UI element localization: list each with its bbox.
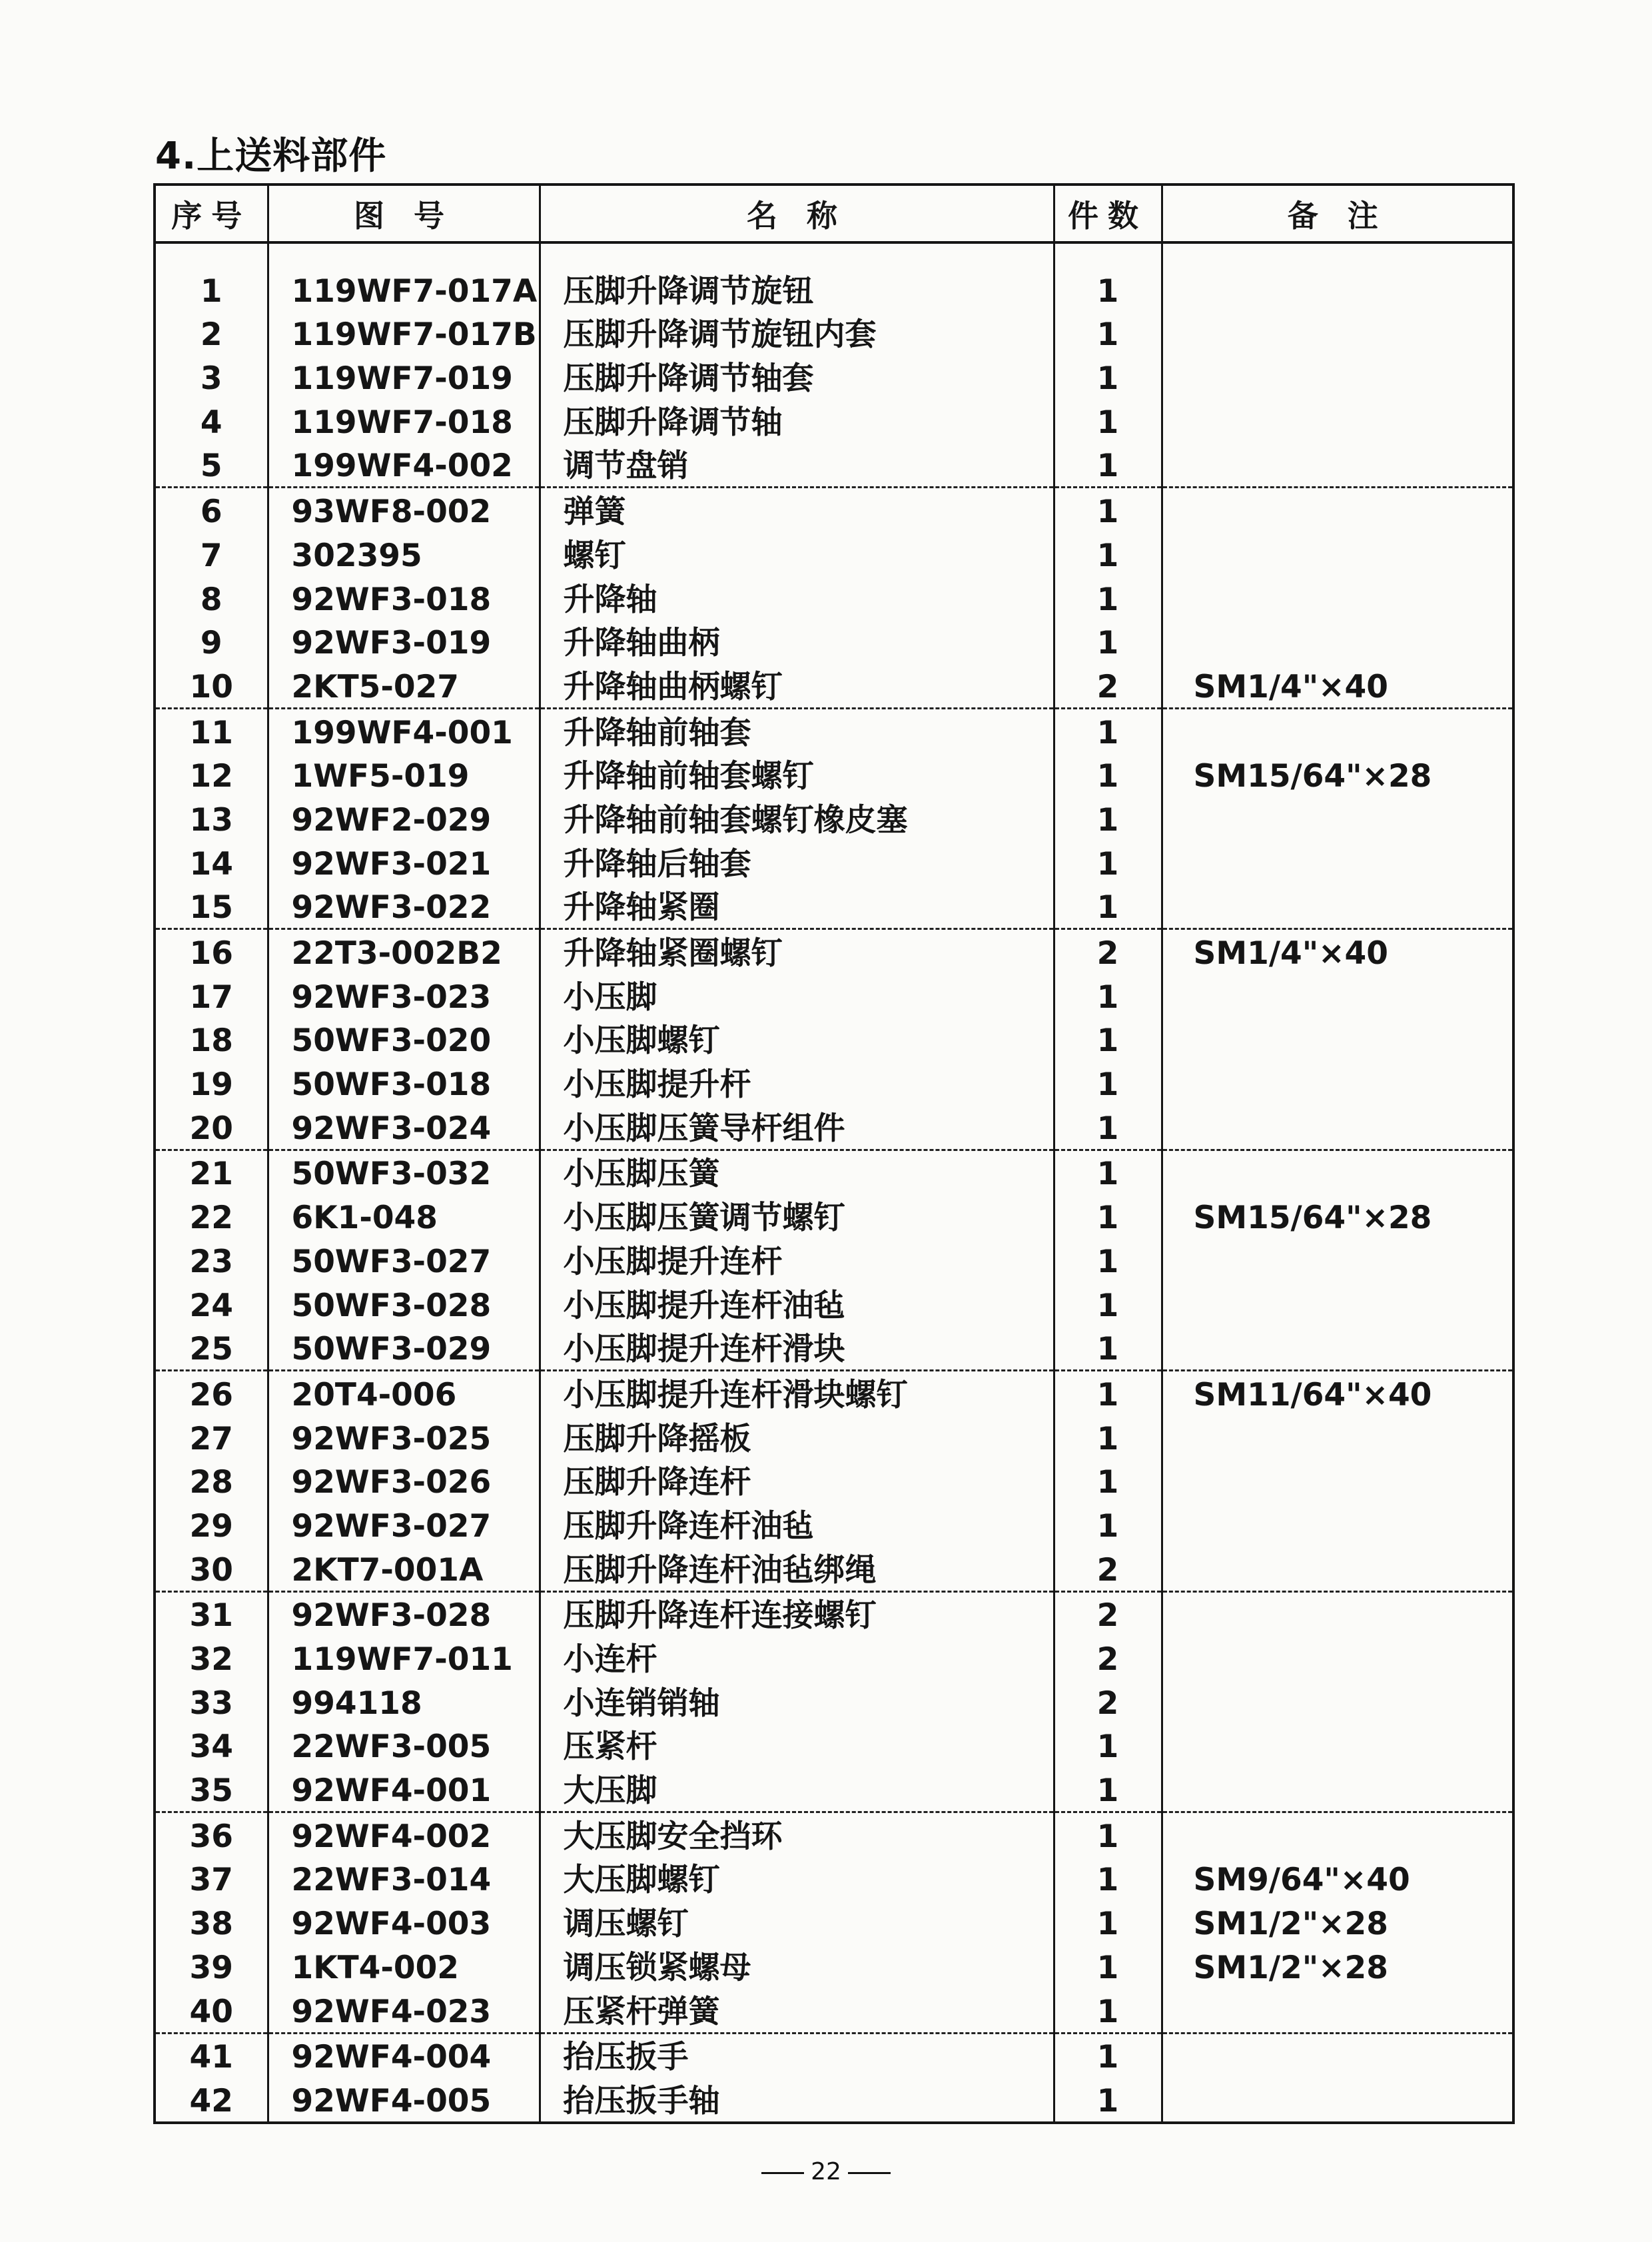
row-serial-no: 38 [189, 1906, 233, 1943]
table-row [155, 1503, 1513, 1547]
row-quantity: 2 [1054, 1636, 1162, 1680]
row-remarks [1162, 620, 1513, 664]
table-row [155, 1767, 1513, 1812]
row-quantity: 1 [1054, 355, 1162, 399]
row-serial-no: 25 [155, 1326, 268, 1371]
row-part-number: 119WF7-011 [268, 1636, 540, 1680]
row-remarks [1162, 1988, 1513, 2033]
row-part-number: 92WF3-018 [268, 576, 540, 620]
row-remarks [1162, 1150, 1513, 1194]
row-remarks [1162, 1591, 1513, 1636]
table-row [155, 1194, 1513, 1238]
page-number-dash-right [848, 2172, 891, 2174]
row-part-number: 92WF2-029 [268, 797, 540, 841]
row-part-name: 调压锁紧螺母 [540, 1944, 1054, 1988]
row-remarks [1162, 841, 1513, 885]
table-row [155, 974, 1513, 1018]
row-quantity: 1 [1054, 1812, 1162, 1857]
table-row [155, 1944, 1513, 1988]
row-part-name: 压脚升降调节轴套 [540, 355, 1054, 399]
row-part-name: 小压脚提升连杆滑块 [540, 1326, 1054, 1371]
table-row [155, 1724, 1513, 1768]
row-part-number: 1KT4-002 [268, 1944, 540, 1988]
row-part-number: 302395 [268, 532, 540, 576]
row-remarks [1162, 1503, 1513, 1547]
table-row [155, 841, 1513, 885]
row-quantity: 1 [1054, 1150, 1162, 1194]
row-part-number: 6K1-048 [268, 1194, 540, 1238]
row-remarks [1162, 355, 1513, 399]
row-quantity: 1 [1054, 1018, 1162, 1062]
row-remarks [1162, 312, 1513, 356]
row-part-name: 升降轴 [540, 576, 1054, 620]
row-remarks [1162, 1767, 1513, 1812]
row-quantity: 1 [1054, 1724, 1162, 1768]
row-remarks [1162, 1105, 1513, 1150]
row-part-name: 大压脚螺钉 [540, 1857, 1054, 1901]
row-quantity: 1 [1054, 1900, 1162, 1944]
row-part-name: 压脚升降调节轴 [540, 399, 1054, 443]
row-quantity: 1 [1054, 1282, 1162, 1326]
page-number [0, 2158, 1652, 2185]
row-serial-no: 21 [189, 1156, 233, 1193]
row-serial-no: 23 [189, 1243, 233, 1280]
row-part-number: 119WF7-018 [268, 399, 540, 443]
table-row [155, 312, 1513, 356]
row-quantity: 2 [1054, 1547, 1162, 1591]
row-quantity: 1 [1054, 1326, 1162, 1371]
row-part-number: 92WF4-003 [268, 1900, 540, 1944]
row-quantity: 2 [1054, 1591, 1162, 1636]
row-serial-no: 1 [200, 272, 222, 310]
row-remarks [1162, 974, 1513, 1018]
row-part-name: 升降轴后轴套 [540, 841, 1054, 885]
row-serial-no: 19 [189, 1066, 233, 1104]
row-quantity: 1 [1054, 1105, 1162, 1150]
row-quantity: 2 [1054, 1680, 1162, 1724]
row-remarks [1162, 1061, 1513, 1105]
header-remarks: 备 注 [1162, 185, 1513, 242]
row-remarks: SM1/4"×40 [1162, 663, 1513, 708]
row-part-name: 升降轴前轴套 [540, 708, 1054, 753]
row-part-number: 92WF3-026 [268, 1459, 540, 1503]
table-row [155, 1636, 1513, 1680]
row-part-name: 压紧杆 [540, 1724, 1054, 1768]
row-part-name: 大压脚 [540, 1767, 1054, 1812]
table-row [155, 268, 1513, 312]
table-row [155, 1415, 1513, 1459]
table-row [155, 488, 1513, 532]
row-serial-no: 34 [189, 1728, 233, 1766]
row-part-number: 119WF7-017A [268, 268, 540, 312]
row-serial-no: 15 [155, 885, 268, 929]
header-part-number: 图 号 [268, 185, 540, 242]
row-serial-no: 11 [189, 714, 233, 751]
row-part-name: 小压脚压簧 [540, 1150, 1054, 1194]
row-part-number: 92WF3-024 [268, 1105, 540, 1150]
row-part-name: 升降轴紧圈螺钉 [540, 929, 1054, 974]
row-part-number: 92WF4-002 [268, 1812, 540, 1857]
row-part-name: 升降轴曲柄螺钉 [540, 663, 1054, 708]
row-remarks [1162, 1680, 1513, 1724]
row-part-number: 92WF4-005 [268, 2077, 540, 2123]
row-quantity: 1 [1054, 1371, 1162, 1415]
row-part-number: 199WF4-002 [268, 443, 540, 488]
row-remarks [1162, 1415, 1513, 1459]
row-serial-no: 33 [189, 1684, 233, 1722]
row-part-number: 92WF3-019 [268, 620, 540, 664]
row-part-name: 小压脚螺钉 [540, 1018, 1054, 1062]
row-serial-no: 5 [155, 443, 268, 488]
row-part-number: 92WF3-022 [268, 885, 540, 929]
row-quantity: 1 [1054, 1194, 1162, 1238]
row-serial-no: 35 [155, 1767, 268, 1812]
table-row [155, 797, 1513, 841]
row-part-number: 22T3-002B2 [268, 929, 540, 974]
row-remarks: SM1/4"×40 [1162, 929, 1513, 974]
row-part-number: 50WF3-020 [268, 1018, 540, 1062]
row-part-number: 2KT7-001A [268, 1547, 540, 1591]
row-serial-no: 27 [189, 1420, 233, 1457]
row-quantity: 1 [1054, 620, 1162, 664]
row-remarks [1162, 1812, 1513, 1857]
row-quantity: 1 [1054, 1767, 1162, 1812]
row-remarks [1162, 1547, 1513, 1591]
table-row [155, 1150, 1513, 1194]
row-part-number: 92WF3-028 [268, 1591, 540, 1636]
row-serial-no: 40 [155, 1988, 268, 2033]
table-row [155, 663, 1513, 708]
row-remarks: SM15/64"×28 [1162, 753, 1513, 797]
row-remarks [1162, 268, 1513, 312]
row-part-number: 2KT5-027 [268, 663, 540, 708]
row-serial-no: 41 [189, 2039, 233, 2076]
row-serial-no: 2 [200, 316, 222, 354]
row-serial-no: 17 [189, 978, 233, 1016]
row-part-number: 119WF7-017B [268, 312, 540, 356]
row-part-name: 压脚升降连杆连接螺钉 [540, 1591, 1054, 1636]
row-serial-no: 6 [200, 494, 222, 531]
table-row [155, 1105, 1513, 1150]
row-part-name: 升降轴紧圈 [540, 885, 1054, 929]
row-serial-no: 29 [189, 1507, 233, 1545]
row-serial-no: 36 [189, 1818, 233, 1855]
row-quantity: 2 [1054, 929, 1162, 974]
table-row [155, 532, 1513, 576]
row-serial-no: 24 [189, 1287, 233, 1324]
row-remarks [1162, 1636, 1513, 1680]
row-remarks: SM1/2"×28 [1162, 1944, 1513, 1988]
table-row [155, 753, 1513, 797]
row-quantity: 1 [1054, 753, 1162, 797]
row-part-name: 压紧杆弹簧 [540, 1988, 1054, 2033]
row-remarks [1162, 2077, 1513, 2123]
row-quantity: 1 [1054, 1061, 1162, 1105]
page-number-dash-left [761, 2172, 804, 2174]
row-part-name: 压脚升降摇板 [540, 1415, 1054, 1459]
row-quantity: 1 [1054, 1459, 1162, 1503]
table-row [155, 1061, 1513, 1105]
row-remarks [1162, 488, 1513, 532]
row-part-number: 1WF5-019 [268, 753, 540, 797]
row-quantity: 2 [1054, 663, 1162, 708]
row-quantity: 1 [1054, 1857, 1162, 1901]
row-quantity: 1 [1054, 1238, 1162, 1282]
row-part-number: 22WF3-014 [268, 1857, 540, 1901]
row-part-number: 92WF4-001 [268, 1767, 540, 1812]
header-serial-no: 序号 [155, 185, 268, 242]
table-row [155, 929, 1513, 974]
row-quantity: 1 [1054, 488, 1162, 532]
row-remarks [1162, 1018, 1513, 1062]
row-remarks [1162, 576, 1513, 620]
row-remarks [1162, 443, 1513, 488]
row-remarks [1162, 708, 1513, 753]
row-remarks [1162, 1724, 1513, 1768]
row-part-name: 调节盘销 [540, 443, 1054, 488]
table-row [155, 1900, 1513, 1944]
row-part-name: 升降轴前轴套螺钉 [540, 753, 1054, 797]
row-part-number: 92WF3-027 [268, 1503, 540, 1547]
row-part-name: 小连销销轴 [540, 1680, 1054, 1724]
row-part-name: 小压脚提升连杆 [540, 1238, 1054, 1282]
row-serial-no: 4 [200, 404, 222, 441]
table-row [155, 1547, 1513, 1591]
row-remarks: SM15/64"×28 [1162, 1194, 1513, 1238]
row-serial-no: 39 [189, 1949, 233, 1986]
row-quantity: 1 [1054, 576, 1162, 620]
row-part-name: 升降轴前轴套螺钉橡皮塞 [540, 797, 1054, 841]
row-part-number: 199WF4-001 [268, 708, 540, 753]
row-quantity: 1 [1054, 797, 1162, 841]
row-part-number: 50WF3-029 [268, 1326, 540, 1371]
row-quantity: 1 [1054, 1503, 1162, 1547]
table-row [155, 1282, 1513, 1326]
table-row [155, 1459, 1513, 1503]
table-row [155, 885, 1513, 929]
row-serial-no: 16 [189, 935, 233, 972]
row-serial-no: 10 [155, 663, 268, 708]
table-row [155, 1680, 1513, 1724]
row-part-name: 小压脚压簧导杆组件 [540, 1105, 1054, 1150]
row-part-name: 弹簧 [540, 488, 1054, 532]
row-part-name: 大压脚安全挡环 [540, 1812, 1054, 1857]
row-part-name: 压脚升降调节旋钮 [540, 268, 1054, 312]
row-part-name: 压脚升降连杆油毡 [540, 1503, 1054, 1547]
row-part-number: 50WF3-018 [268, 1061, 540, 1105]
row-part-number: 93WF8-002 [268, 488, 540, 532]
row-remarks [1162, 1326, 1513, 1371]
row-part-name: 小压脚压簧调节螺钉 [540, 1194, 1054, 1238]
row-part-number: 22WF3-005 [268, 1724, 540, 1768]
row-remarks [1162, 2033, 1513, 2077]
row-serial-no: 20 [155, 1105, 268, 1150]
row-serial-no: 9 [200, 625, 222, 662]
row-remarks [1162, 797, 1513, 841]
row-serial-no: 42 [189, 2082, 233, 2119]
row-serial-no: 30 [155, 1547, 268, 1591]
row-remarks: SM9/64"×40 [1162, 1857, 1513, 1901]
table-row [155, 1857, 1513, 1901]
row-part-name: 小压脚 [540, 974, 1054, 1018]
row-part-name: 压脚升降连杆 [540, 1459, 1054, 1503]
row-part-name: 螺钉 [540, 532, 1054, 576]
table-body [155, 242, 1513, 2123]
row-serial-no: 28 [189, 1464, 233, 1501]
row-part-name: 调压螺钉 [540, 1900, 1054, 1944]
row-part-number: 119WF7-019 [268, 355, 540, 399]
row-remarks [1162, 1238, 1513, 1282]
row-quantity: 1 [1054, 841, 1162, 885]
row-part-name: 小连杆 [540, 1636, 1054, 1680]
row-part-number: 50WF3-027 [268, 1238, 540, 1282]
table-row [155, 1812, 1513, 1857]
row-quantity: 1 [1054, 2033, 1162, 2077]
row-remarks: SM1/2"×28 [1162, 1900, 1513, 1944]
header-quantity: 件数 [1054, 185, 1162, 242]
row-quantity: 1 [1054, 532, 1162, 576]
row-part-number: 994118 [268, 1680, 540, 1724]
row-part-number: 50WF3-032 [268, 1150, 540, 1194]
row-part-number: 92WF3-021 [268, 841, 540, 885]
row-serial-no: 31 [189, 1597, 233, 1635]
parts-table [153, 183, 1515, 2124]
row-quantity: 1 [1054, 885, 1162, 929]
row-serial-no: 18 [189, 1022, 233, 1060]
table-row [155, 1326, 1513, 1371]
page-number-text: 22 [811, 2158, 841, 2185]
row-part-name: 升降轴曲柄 [540, 620, 1054, 664]
row-quantity: 1 [1054, 1944, 1162, 1988]
row-remarks [1162, 885, 1513, 929]
table-spacer-row [155, 242, 1513, 268]
table-row [155, 620, 1513, 664]
table-row [155, 1591, 1513, 1636]
table-row [155, 443, 1513, 488]
row-part-name: 抬压扳手轴 [540, 2077, 1054, 2123]
row-serial-no: 12 [189, 758, 233, 795]
header-part-name: 名 称 [540, 185, 1054, 242]
row-part-name: 小压脚提升连杆滑块螺钉 [540, 1371, 1054, 1415]
row-remarks [1162, 1282, 1513, 1326]
table-row [155, 1371, 1513, 1415]
table-row [155, 576, 1513, 620]
row-part-name: 小压脚提升杆 [540, 1061, 1054, 1105]
row-serial-no: 3 [200, 360, 222, 398]
row-serial-no: 8 [200, 581, 222, 618]
row-quantity: 1 [1054, 2077, 1162, 2123]
table-header-row [155, 185, 1513, 242]
table-row [155, 2033, 1513, 2077]
table-row [155, 355, 1513, 399]
row-quantity: 1 [1054, 312, 1162, 356]
row-part-number: 92WF3-023 [268, 974, 540, 1018]
row-remarks: SM11/64"×40 [1162, 1371, 1513, 1415]
row-quantity: 1 [1054, 268, 1162, 312]
row-part-name: 压脚升降连杆油毡绑绳 [540, 1547, 1054, 1591]
row-quantity: 1 [1054, 1415, 1162, 1459]
row-serial-no: 22 [189, 1200, 233, 1237]
table-row [155, 1018, 1513, 1062]
row-serial-no: 32 [189, 1641, 233, 1678]
row-part-number: 50WF3-028 [268, 1282, 540, 1326]
table-row [155, 2077, 1513, 2123]
row-quantity: 1 [1054, 443, 1162, 488]
row-part-name: 小压脚提升连杆油毡 [540, 1282, 1054, 1326]
row-remarks [1162, 1459, 1513, 1503]
table-row [155, 708, 1513, 753]
row-part-name: 压脚升降调节旋钮内套 [540, 312, 1054, 356]
row-quantity: 1 [1054, 708, 1162, 753]
row-part-number: 92WF4-023 [268, 1988, 540, 2033]
section-title: 4.上送料部件 [155, 135, 387, 178]
row-remarks [1162, 532, 1513, 576]
row-serial-no: 37 [189, 1862, 233, 1899]
table-row [155, 1238, 1513, 1282]
row-part-number: 92WF3-025 [268, 1415, 540, 1459]
row-part-number: 20T4-006 [268, 1371, 540, 1415]
row-quantity: 1 [1054, 974, 1162, 1018]
row-quantity: 1 [1054, 1988, 1162, 2033]
row-quantity: 1 [1054, 399, 1162, 443]
table-row [155, 1988, 1513, 2033]
row-serial-no: 7 [200, 537, 222, 574]
row-part-number: 92WF4-004 [268, 2033, 540, 2077]
row-serial-no: 13 [189, 801, 233, 839]
row-remarks [1162, 399, 1513, 443]
row-part-name: 抬压扳手 [540, 2033, 1054, 2077]
table-row [155, 399, 1513, 443]
row-serial-no: 14 [189, 845, 233, 883]
row-serial-no: 26 [189, 1376, 233, 1413]
